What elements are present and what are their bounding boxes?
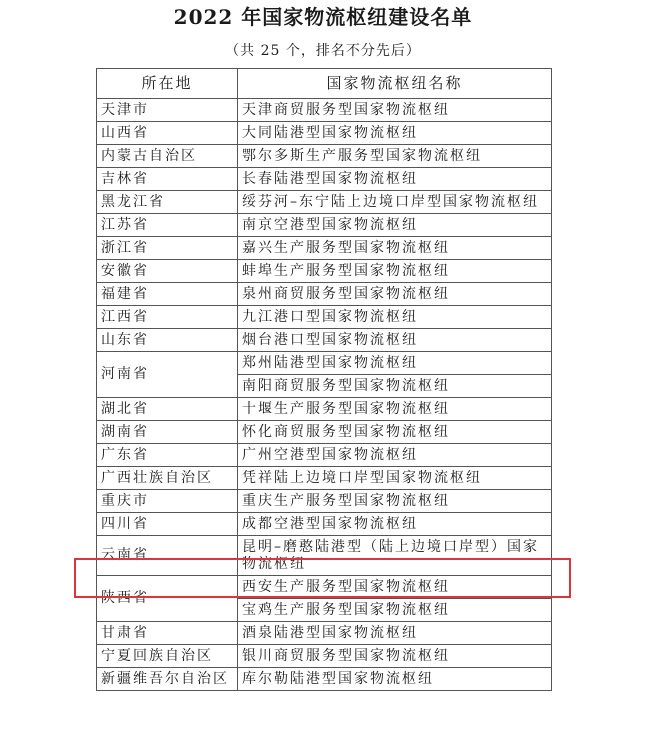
- hub-name-cell: 库尔勒陆港型国家物流枢纽: [238, 668, 552, 691]
- hub-name-cell: 凭祥陆上边境口岸型国家物流枢纽: [238, 467, 552, 490]
- province-cell: 甘肃省: [97, 622, 238, 645]
- hub-name-cell: 昆明–磨憨陆港型（陆上边境口岸型）国家物流枢纽: [238, 536, 552, 576]
- table-row: [97, 444, 552, 467]
- table-row: [97, 668, 552, 691]
- table-row: [97, 260, 552, 283]
- table-row: [97, 352, 552, 375]
- table-row: [97, 99, 552, 122]
- hub-name-cell: 宝鸡生产服务型国家物流枢纽: [238, 599, 552, 622]
- header-location: 所在地: [97, 69, 238, 99]
- hub-name-cell: 重庆生产服务型国家物流枢纽: [238, 490, 552, 513]
- hub-name-cell: 银川商贸服务型国家物流枢纽: [238, 645, 552, 668]
- table-row: [97, 398, 552, 421]
- hub-name-cell: 烟台港口型国家物流枢纽: [238, 329, 552, 352]
- province-cell: 福建省: [97, 283, 238, 306]
- province-cell: 陕西省: [97, 576, 238, 622]
- document-title: 2022 年国家物流枢纽建设名单: [173, 5, 473, 29]
- hub-name-cell: 绥芬河–东宁陆上边境口岸型国家物流枢纽: [238, 191, 552, 214]
- hub-name-cell: 南京空港型国家物流枢纽: [238, 214, 552, 237]
- table-row: [97, 622, 552, 645]
- province-cell: 江苏省: [97, 214, 238, 237]
- province-cell: 河南省: [97, 352, 238, 398]
- table-row: [97, 467, 552, 490]
- province-cell: 重庆市: [97, 490, 238, 513]
- province-cell: 浙江省: [97, 237, 238, 260]
- hub-name-cell: 十堰生产服务型国家物流枢纽: [238, 398, 552, 421]
- province-cell: 内蒙古自治区: [97, 145, 238, 168]
- province-cell: 安徽省: [97, 260, 238, 283]
- hub-name-cell: 长春陆港型国家物流枢纽: [238, 168, 552, 191]
- table-row: [97, 191, 552, 214]
- table-body: [97, 99, 552, 691]
- table-row: [97, 536, 552, 576]
- hub-name-cell: 西安生产服务型国家物流枢纽: [238, 576, 552, 599]
- hub-name-cell: 鄂尔多斯生产服务型国家物流枢纽: [238, 145, 552, 168]
- table-row: [97, 145, 552, 168]
- table-row: [97, 237, 552, 260]
- table-row: [97, 576, 552, 599]
- hub-name-cell: 广州空港型国家物流枢纽: [238, 444, 552, 467]
- province-cell: 湖南省: [97, 421, 238, 444]
- table-header-row: [97, 69, 552, 99]
- hub-name-cell: 成都空港型国家物流枢纽: [238, 513, 552, 536]
- province-cell: 新疆维吾尔自治区: [97, 668, 238, 691]
- province-cell: 山西省: [97, 122, 238, 145]
- hub-name-cell: 蚌埠生产服务型国家物流枢纽: [238, 260, 552, 283]
- province-cell: 山东省: [97, 329, 238, 352]
- province-cell: 吉林省: [97, 168, 238, 191]
- hub-name-cell: 怀化商贸服务型国家物流枢纽: [238, 421, 552, 444]
- hub-name-cell: 南阳商贸服务型国家物流枢纽: [238, 375, 552, 398]
- hub-name-cell: 嘉兴生产服务型国家物流枢纽: [238, 237, 552, 260]
- hub-name-cell: 酒泉陆港型国家物流枢纽: [238, 622, 552, 645]
- province-cell: 云南省: [97, 536, 238, 576]
- table-row: [97, 490, 552, 513]
- province-cell: 广西壮族自治区: [97, 467, 238, 490]
- hub-list-table: [96, 68, 552, 691]
- province-cell: 四川省: [97, 513, 238, 536]
- table-row: [97, 122, 552, 145]
- province-cell: 天津市: [97, 99, 238, 122]
- province-cell: 湖北省: [97, 398, 238, 421]
- province-cell: 黑龙江省: [97, 191, 238, 214]
- table-row: [97, 168, 552, 191]
- table-row: [97, 329, 552, 352]
- table-row: [97, 645, 552, 668]
- province-cell: 宁夏回族自治区: [97, 645, 238, 668]
- header-hub-name: 国家物流枢纽名称: [238, 69, 552, 99]
- table-row: [97, 421, 552, 444]
- document-subtitle: （共 25 个，排名不分先后）: [225, 43, 421, 59]
- hub-name-cell: 天津商贸服务型国家物流枢纽: [238, 99, 552, 122]
- hub-name-cell: 郑州陆港型国家物流枢纽: [238, 352, 552, 375]
- hub-name-cell: 泉州商贸服务型国家物流枢纽: [238, 283, 552, 306]
- table-row: [97, 214, 552, 237]
- hub-name-cell: 九江港口型国家物流枢纽: [238, 306, 552, 329]
- table-row: [97, 306, 552, 329]
- province-cell: 江西省: [97, 306, 238, 329]
- province-cell: 广东省: [97, 444, 238, 467]
- hub-name-cell: 大同陆港型国家物流枢纽: [238, 122, 552, 145]
- table-row: [97, 283, 552, 306]
- table-row: [97, 513, 552, 536]
